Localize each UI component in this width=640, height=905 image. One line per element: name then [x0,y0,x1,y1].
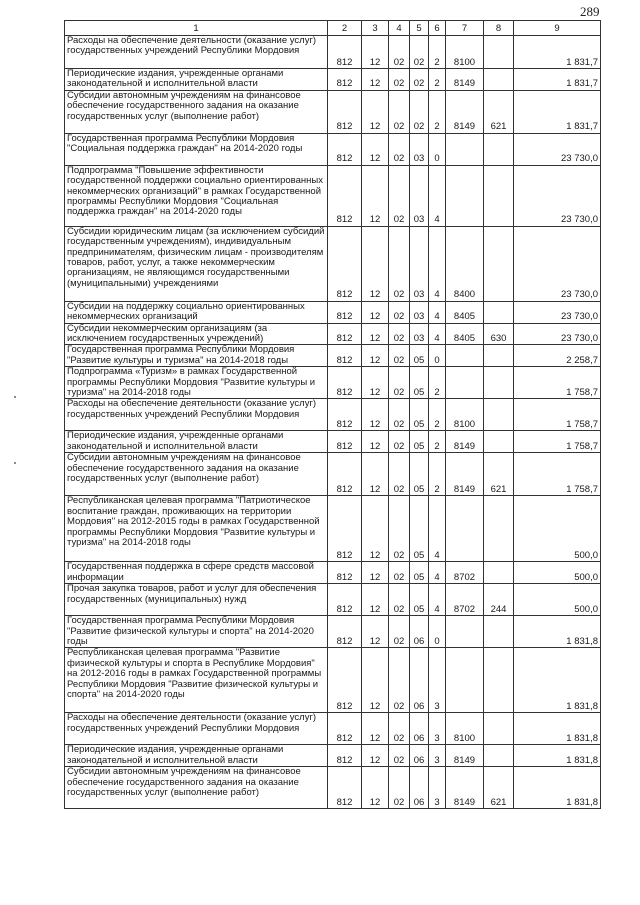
row-amount: 1 758,7 [514,431,601,453]
row-name: Республиканская целевая программа "Патриотическое воспитание граждан, проживающих на территории Мордовия" на 2012-2015 годы в рамках Государственной программы Республики Мордовия "Развитие культуры и туризма" на 2014-2018 годы [65,496,328,562]
row-amount: 1 831,8 [514,767,601,809]
row-program-code: 05 [410,562,429,584]
header-expense-type: 8 [484,21,514,36]
row-name: Республиканская целевая программа "Развитие физической культуры и спорта в Республике Мордовия" на 2012-2016 годы в рамках Государственной программы Республики Мордовия "Развитие физической культуры и спорта" на 2014-2020 годы [65,648,328,713]
row-subsection-code: 02 [389,90,410,133]
row-expense-type-code [484,226,514,301]
row-subprogram-code: 2 [429,431,446,453]
header-subprogram: 6 [429,21,446,36]
row-name: Государственная поддержка в сфере средств массовой информации [65,562,328,584]
row-name: Расходы на обеспечение деятельности (оказание услуг) государственных учреждений Республики Мордовия [65,399,328,431]
row-section-code: 12 [362,767,389,809]
table-row [65,90,601,133]
row-expense-type-code [484,165,514,226]
row-ministry-code: 812 [328,431,362,453]
row-section-code: 12 [362,133,389,165]
table-row [65,399,601,431]
row-section-code: 12 [362,648,389,713]
row-subsection-code: 02 [389,323,410,345]
row-subprogram-code: 3 [429,745,446,767]
header-article: 7 [446,21,484,36]
row-amount: 1 831,8 [514,648,601,713]
row-name: Периодические издания, учрежденные органами законодательной и исполнительной власти [65,745,328,767]
row-article-code: 8100 [446,36,484,69]
row-ministry-code: 812 [328,767,362,809]
row-ministry-code: 812 [328,496,362,562]
row-name: Периодические издания, учрежденные органами законодательной и исполнительной власти [65,431,328,453]
row-article-code [446,345,484,367]
row-program-code: 05 [410,431,429,453]
row-expense-type-code [484,431,514,453]
row-amount: 500,0 [514,584,601,616]
row-article-code: 8100 [446,399,484,431]
row-article-code [446,648,484,713]
row-section-code: 12 [362,301,389,323]
row-program-code: 05 [410,399,429,431]
row-subsection-code: 02 [389,453,410,496]
row-subprogram-code: 0 [429,616,446,648]
table-row [65,301,601,323]
row-amount: 1 831,8 [514,713,601,745]
row-subsection-code: 02 [389,745,410,767]
row-subprogram-code: 4 [429,323,446,345]
row-program-code: 02 [410,69,429,91]
table-row [65,133,601,165]
row-expense-type-code [484,648,514,713]
row-expense-type-code: 621 [484,453,514,496]
header-program: 5 [410,21,429,36]
header-subsection: 4 [389,21,410,36]
row-ministry-code: 812 [328,453,362,496]
row-amount: 1 831,8 [514,616,601,648]
row-article-code: 8702 [446,562,484,584]
row-amount: 23 730,0 [514,226,601,301]
row-program-code: 03 [410,323,429,345]
row-program-code: 03 [410,301,429,323]
row-subsection-code: 02 [389,616,410,648]
row-name: Расходы на обеспечение деятельности (оказание услуг) государственных учреждений Республики Мордовия [65,713,328,745]
row-section-code: 12 [362,399,389,431]
row-section-code: 12 [362,562,389,584]
row-article-code: 8149 [446,745,484,767]
row-article-code: 8100 [446,713,484,745]
row-amount: 23 730,0 [514,133,601,165]
row-name: Прочая закупка товаров, работ и услуг для обеспечения государственных (муниципальных) нужд [65,584,328,616]
table-row [65,36,601,69]
row-program-code: 05 [410,453,429,496]
row-ministry-code: 812 [328,713,362,745]
row-ministry-code: 812 [328,616,362,648]
row-subsection-code: 02 [389,767,410,809]
row-section-code: 12 [362,745,389,767]
row-subprogram-code: 2 [429,453,446,496]
budget-table [64,20,601,809]
row-program-code: 02 [410,36,429,69]
header-amount: 9 [514,21,601,36]
table-row [65,767,601,809]
table-row [65,745,601,767]
row-subsection-code: 02 [389,345,410,367]
row-ministry-code: 812 [328,584,362,616]
row-expense-type-code [484,496,514,562]
table-row [65,453,601,496]
table-row [65,584,601,616]
row-program-code: 02 [410,90,429,133]
row-subprogram-code: 2 [429,90,446,133]
row-expense-type-code [484,616,514,648]
row-expense-type-code [484,133,514,165]
row-article-code [446,496,484,562]
row-name: Периодические издания, учрежденные органами законодательной и исполнительной власти [65,69,328,91]
row-subprogram-code: 4 [429,226,446,301]
row-subprogram-code: 4 [429,496,446,562]
row-subprogram-code: 4 [429,584,446,616]
row-article-code [446,367,484,399]
row-program-code: 06 [410,745,429,767]
row-article-code: 8149 [446,431,484,453]
row-name: Расходы на обеспечение деятельности (оказание услуг) государственных учреждений Республики Мордовия [65,36,328,69]
row-amount: 23 730,0 [514,165,601,226]
table-row [65,562,601,584]
table-row [65,431,601,453]
row-subprogram-code: 2 [429,399,446,431]
row-ministry-code: 812 [328,165,362,226]
row-subsection-code: 02 [389,165,410,226]
row-subprogram-code: 0 [429,345,446,367]
row-expense-type-code [484,69,514,91]
row-name: Подпрограмма «Туризм» в рамках Государственной программы Республики Мордовия "Развитие культуры и туризма" на 2014-2018 годы [65,367,328,399]
row-subsection-code: 02 [389,431,410,453]
page-number: 289 [580,4,600,19]
row-amount: 1 758,7 [514,453,601,496]
table-row [65,323,601,345]
header-ministry: 2 [328,21,362,36]
table-row [65,496,601,562]
row-expense-type-code [484,713,514,745]
row-subsection-code: 02 [389,69,410,91]
row-subsection-code: 02 [389,301,410,323]
row-section-code: 12 [362,323,389,345]
table-row [65,226,601,301]
row-subsection-code: 02 [389,562,410,584]
row-expense-type-code [484,562,514,584]
row-name: Государственная программа Республики Мордовия "Развитие культуры и туризма" на 2014-2018 годы [65,345,328,367]
row-ministry-code: 812 [328,562,362,584]
row-ministry-code: 812 [328,226,362,301]
row-amount: 1 758,7 [514,367,601,399]
row-amount: 500,0 [514,496,601,562]
row-amount: 1 831,7 [514,36,601,69]
row-ministry-code: 812 [328,745,362,767]
row-program-code: 06 [410,648,429,713]
row-expense-type-code [484,367,514,399]
row-article-code [446,616,484,648]
table-row [65,367,601,399]
row-amount: 1 831,7 [514,90,601,133]
row-ministry-code: 812 [328,301,362,323]
row-expense-type-code: 621 [484,767,514,809]
row-subprogram-code: 3 [429,713,446,745]
row-expense-type-code [484,745,514,767]
row-subsection-code: 02 [389,36,410,69]
row-section-code: 12 [362,36,389,69]
scan-speck [14,462,16,464]
table-row [65,616,601,648]
row-name: Субсидии автономным учреждениям на финансовое обеспечение государственного задания на оказание государственных услуг (выполнение работ) [65,767,328,809]
row-section-code: 12 [362,453,389,496]
row-section-code: 12 [362,165,389,226]
row-expense-type-code [484,301,514,323]
row-name: Подпрограмма "Повышение эффективности государственной поддержки социально ориентированных некоммерческих организаций" в рамках Государственной программы Республики Мордовия "Социальная поддержка граждан" на 2014-2020 годы [65,165,328,226]
row-name: Государственная программа Республики Мордовия "Социальная поддержка граждан" на 2014-2020 годы [65,133,328,165]
table-row [65,165,601,226]
row-ministry-code: 812 [328,648,362,713]
row-section-code: 12 [362,69,389,91]
row-subprogram-code: 4 [429,562,446,584]
row-article-code: 8149 [446,69,484,91]
row-article-code: 8400 [446,226,484,301]
row-ministry-code: 812 [328,69,362,91]
row-ministry-code: 812 [328,323,362,345]
row-article-code: 8149 [446,90,484,133]
header-section: 3 [362,21,389,36]
row-name: Субсидии некоммерческим организациям (за исключением государственных учреждений) [65,323,328,345]
row-section-code: 12 [362,616,389,648]
row-ministry-code: 812 [328,90,362,133]
row-section-code: 12 [362,90,389,133]
row-subprogram-code: 2 [429,367,446,399]
row-subprogram-code: 4 [429,165,446,226]
row-expense-type-code: 621 [484,90,514,133]
row-ministry-code: 812 [328,367,362,399]
table-row [65,69,601,91]
table-row [65,648,601,713]
row-article-code: 8405 [446,301,484,323]
row-section-code: 12 [362,713,389,745]
row-section-code: 12 [362,226,389,301]
row-program-code: 05 [410,367,429,399]
row-program-code: 05 [410,584,429,616]
row-name: Субсидии юридическим лицам (за исключением субсидий государственным учреждениям), индивидуальным предпринимателям, физическим лицам - производителям товаров, работ, услуг, а также некоммерческим организациям, не являющимся государственными (муниципальными) учреждениями [65,226,328,301]
row-subprogram-code: 2 [429,36,446,69]
row-expense-type-code [484,399,514,431]
table-row [65,345,601,367]
row-article-code: 8702 [446,584,484,616]
row-name: Субсидии на поддержку социально ориентированных некоммерческих организаций [65,301,328,323]
scan-speck [14,396,16,398]
row-expense-type-code [484,345,514,367]
row-ministry-code: 812 [328,133,362,165]
row-subsection-code: 02 [389,133,410,165]
row-name: Государственная программа Республики Мордовия "Развитие физической культуры и спорта" на 2014-2020 годы [65,616,328,648]
row-expense-type-code [484,36,514,69]
row-program-code: 03 [410,133,429,165]
row-subsection-code: 02 [389,399,410,431]
row-name: Субсидии автономным учреждениям на финансовое обеспечение государственного задания на оказание государственных услуг (выполнение работ) [65,90,328,133]
row-subprogram-code: 3 [429,648,446,713]
row-amount: 2 258,7 [514,345,601,367]
row-section-code: 12 [362,345,389,367]
row-subprogram-code: 0 [429,133,446,165]
row-amount: 23 730,0 [514,301,601,323]
row-program-code: 03 [410,226,429,301]
row-subsection-code: 02 [389,367,410,399]
row-article-code [446,165,484,226]
row-subsection-code: 02 [389,584,410,616]
row-amount: 1 831,8 [514,745,601,767]
row-subprogram-code: 4 [429,301,446,323]
row-program-code: 03 [410,165,429,226]
row-amount: 500,0 [514,562,601,584]
row-program-code: 05 [410,496,429,562]
row-subprogram-code: 2 [429,69,446,91]
row-article-code [446,133,484,165]
header-name: 1 [65,21,328,36]
row-section-code: 12 [362,584,389,616]
row-ministry-code: 812 [328,345,362,367]
row-amount: 1 831,7 [514,69,601,91]
row-subsection-code: 02 [389,226,410,301]
row-program-code: 06 [410,616,429,648]
row-article-code: 8405 [446,323,484,345]
row-article-code: 8149 [446,453,484,496]
row-subprogram-code: 3 [429,767,446,809]
row-program-code: 06 [410,767,429,809]
row-article-code: 8149 [446,767,484,809]
row-subsection-code: 02 [389,648,410,713]
row-subsection-code: 02 [389,713,410,745]
row-program-code: 06 [410,713,429,745]
row-subsection-code: 02 [389,496,410,562]
row-amount: 23 730,0 [514,323,601,345]
row-section-code: 12 [362,496,389,562]
row-section-code: 12 [362,367,389,399]
row-expense-type-code: 630 [484,323,514,345]
row-section-code: 12 [362,431,389,453]
table-row [65,713,601,745]
row-name: Субсидии автономным учреждениям на финансовое обеспечение государственного задания на оказание государственных услуг (выполнение работ) [65,453,328,496]
row-expense-type-code: 244 [484,584,514,616]
row-program-code: 05 [410,345,429,367]
row-ministry-code: 812 [328,36,362,69]
row-amount: 1 758,7 [514,399,601,431]
row-ministry-code: 812 [328,399,362,431]
header-row [65,21,601,36]
